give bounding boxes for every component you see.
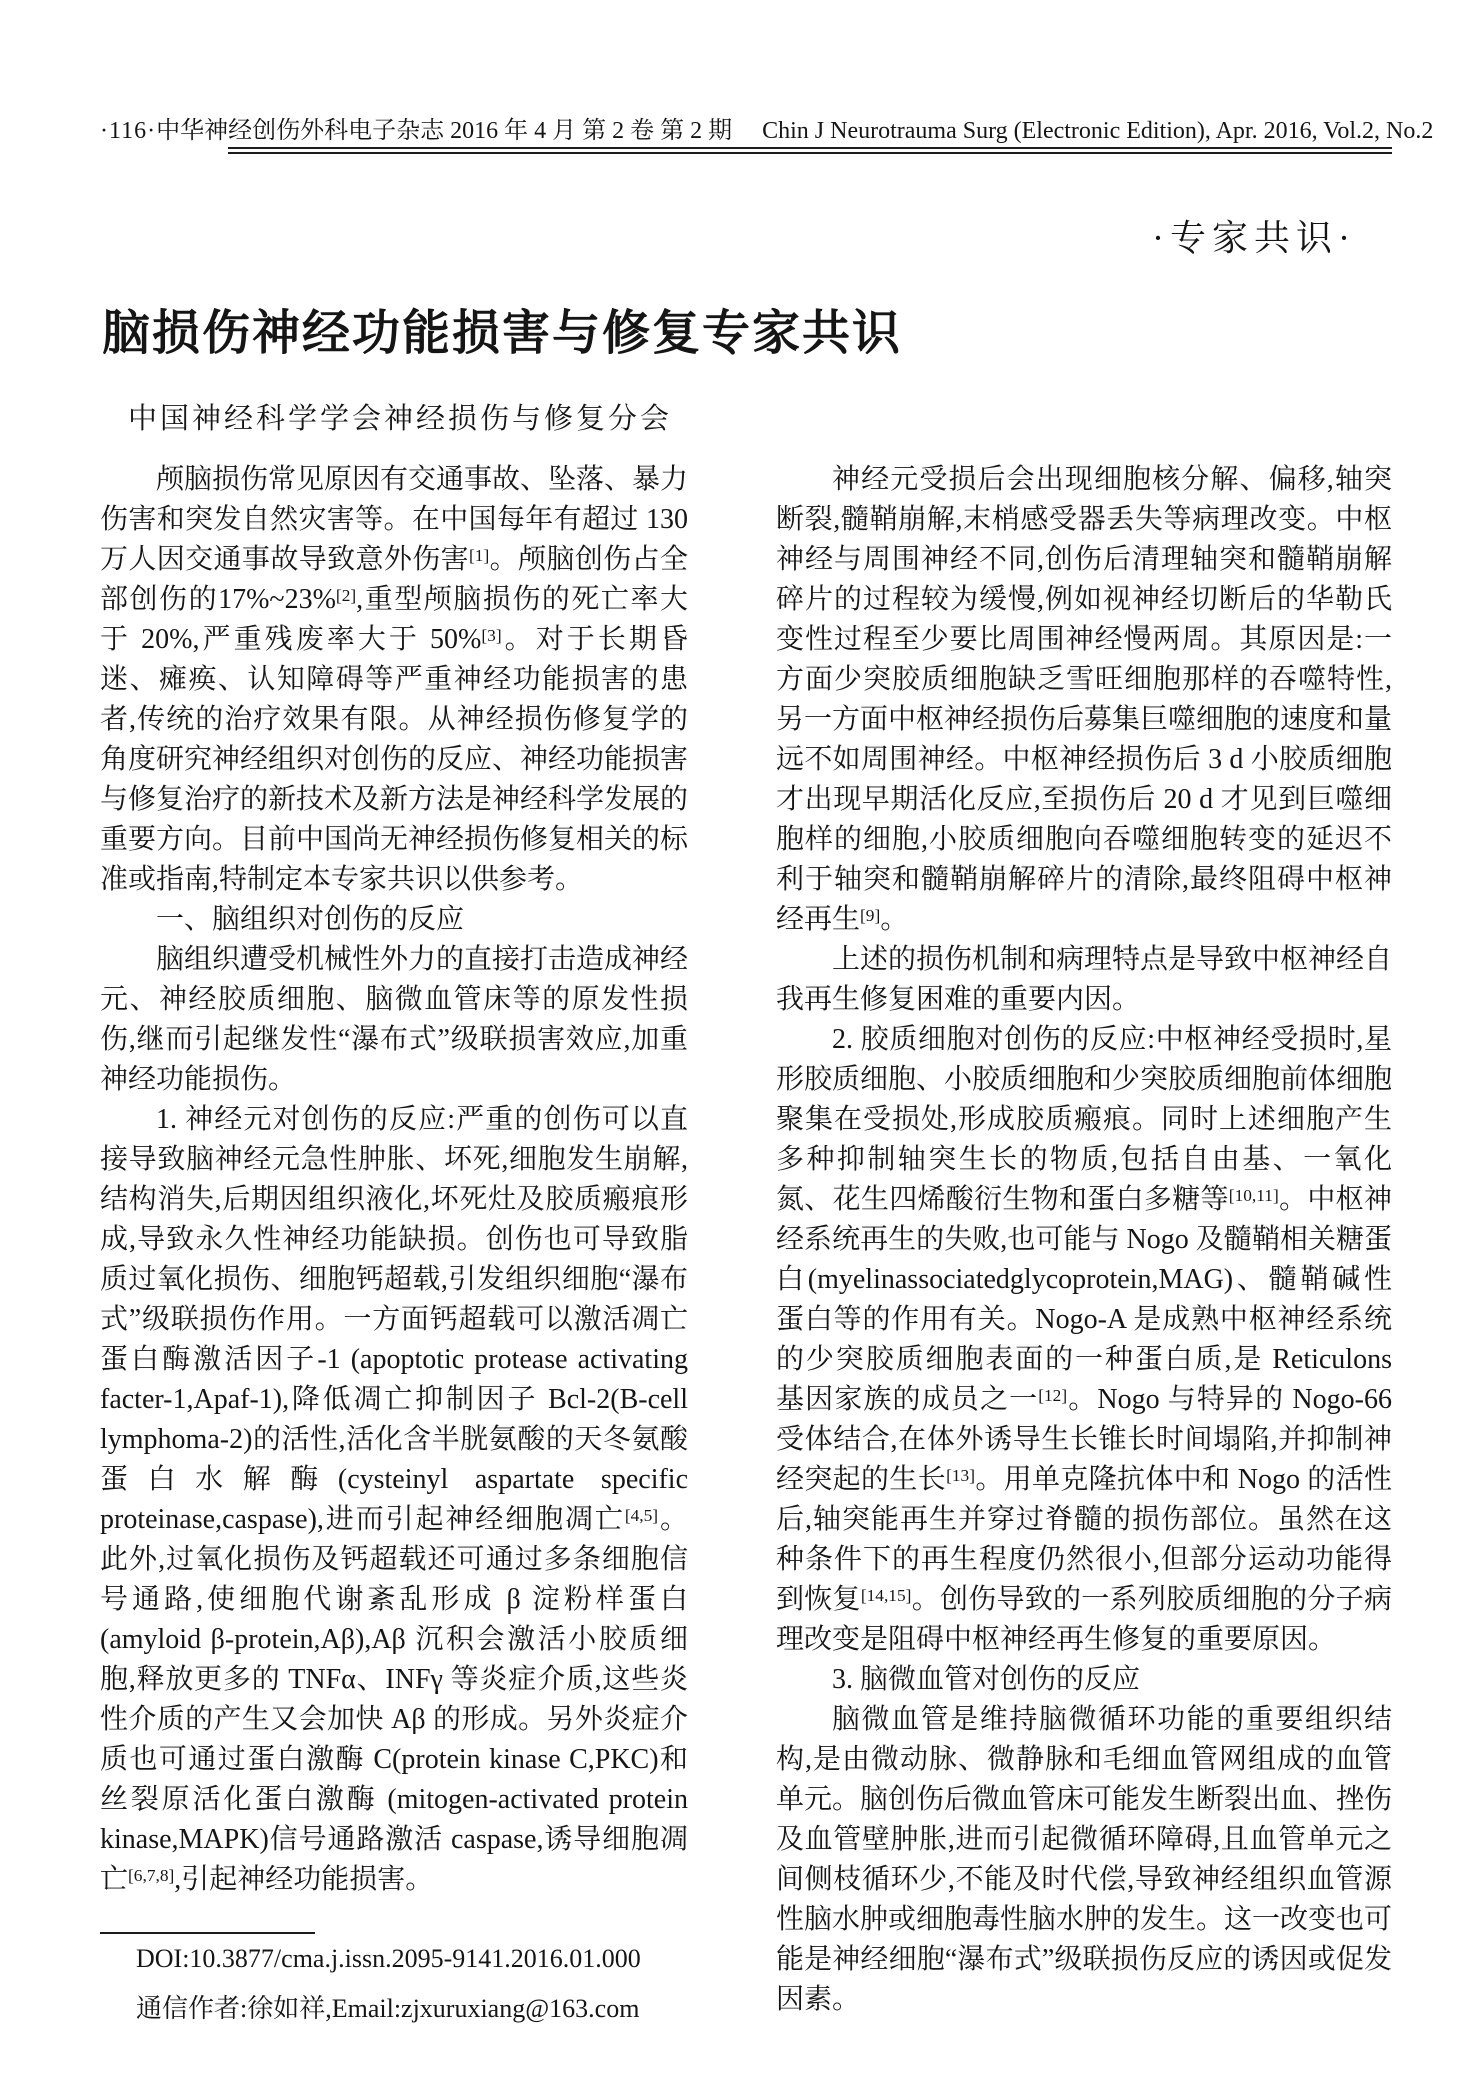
footnote [100,1932,688,2034]
right-column [776,460,1392,2034]
reference-marker: [14,15] [860,1586,912,1606]
doi-line: DOI:10.3877/cma.j.issn.2095-9141.2016.01.000 [136,1944,641,1973]
reference-marker: [12] [1038,1386,1068,1406]
reference-marker: [1] [469,546,490,566]
header-double-rule [228,147,1392,154]
section-heading: 一、脑组织对创伤的反应 [156,904,465,935]
body-paragraph: 脑组织遭受机械性外力的直接打击造成神经元、神经胶质细胞、脑微血管床等的原发性损伤,继而引起继发性“瀑布式”级联损害效应,加重神经功能损伤。 [100,944,689,1095]
reference-marker: [6,7,8] [128,1866,175,1886]
article-body [100,460,1392,2034]
body-paragraph: 1. 神经元对创伤的反应:严重的创伤可以直接导致脑神经元急性肿胀、坏死,细胞发生崩解,结构消失,后期因组织液化,坏死灶及胶质瘢痕形成,导致永久性神经功能缺损。创伤也可导致脂质过氧化损伤、细胞钙超载,引发组织细胞“瀑布式”级联损伤作用。一方面钙超载可以激活凋亡蛋白酶激活因子-1 (apoptotic protease activating facter-1,Apaf-1),降低凋亡抑制因子 Bcl-2(B-cell lymphoma-2)的活性,活化含半胱氨酸的天冬氨酸蛋白水解酶(cysteinyl aspartate specific proteinase,caspase),进而引起神经细胞凋亡[4,5]。此外,过氧化损伤及钙超载还可通过多条细胞信号通路,使细胞代谢紊乱形成 β 淀粉样蛋白 (amyloid β-protein,Aβ),Aβ 沉积会激活小胶质细胞,释放更多的 TNFα、INFγ 等炎症介质,这些炎性介质的产生又会加快 Aβ 的形成。另外炎症介质也可通过蛋白激酶 C(protein kinase C,PKC)和丝裂原活化蛋白激酶 (mitogen-activated protein kinase,MAPK)信号通路激活 caspase,诱导细胞凋亡[6,7,8],引起神经功能损害。 [100,1104,688,1895]
journal-title-en: Chin J Neurotrauma Surg (Electronic Edition), Apr. 2016, Vol.2, No.2 [762,118,1434,144]
reference-marker: [9] [860,906,881,926]
journal-title-cn: 中华神经创伤外科电子杂志 2016 年 4 月 第 2 卷 第 2 期 [156,118,733,144]
body-paragraph: 颅脑损伤常见原因有交通事故、坠落、暴力伤害和突发自然灾害等。在中国每年有超过 130 万人因交通事故导致意外伤害[1]。颅脑创伤占全部创伤的17%~23%[2],重型颅脑损伤的死亡率大于 20%,严重残废率大于 50%[3]。对于长期昏迷、瘫痪、认知障碍等严重神经功能损害的患者,传统的治疗效果有限。从神经损伤修复学的角度研究神经组织对创伤的反应、神经功能损害与修复治疗的新技术及新方法是神经科学发展的重要方向。目前中国尚无神经损伤修复相关的标准或指南,特制定本专家共识以供参考。 [100,464,689,895]
body-paragraph: 2. 胶质细胞对创伤的反应:中枢神经受损时,星形胶质细胞、小胶质细胞和少突胶质细胞前体细胞聚集在受损处,形成胶质瘢痕。同时上述细胞产生多种抑制轴突生长的物质,包括自由基、一氧化氮、花生四烯酸衍生物和蛋白多糖等[10,11]。中枢神经系统再生的失败,也可能与 Nogo 及髓鞘相关糖蛋白(myelinassociatedglycoprotein,MAG)、髓鞘碱性蛋白等的作用有关。Nogo-A 是成熟中枢神经系统的少突胶质细胞表面的一种蛋白质,是 Reticulons 基因家族的成员之一[12]。Nogo 与特异的 Nogo-66 受体结合,在体外诱导生长锥长时间塌陷,并抑制神经突起的生长[13]。用单克隆抗体中和 Nogo 的活性后,轴突能再生并穿过脊髓的损伤部位。虽然在这种条件下的再生程度仍然很小,但部分运动功能得到恢复[14,15]。创伤导致的一系列胶质细胞的分子病理改变是阻碍中枢神经再生修复的重要原因。 [776,1024,1393,1655]
reference-marker: [3] [481,626,502,646]
reference-marker: [4,5] [624,1506,659,1526]
reference-marker: [2] [335,586,357,606]
left-column-paragraphs [100,460,688,1900]
page-number: ·116· [100,118,157,144]
body-paragraph: 脑微血管是维持脑微循环功能的重要组织结构,是由微动脉、微静脉和毛细血管网组成的血管单元。脑创伤后微血管床可能发生断裂出血、挫伤及血管壁肿胀,进而引起微循环障碍,且血管单元之间侧枝循环少,不能及时代偿,导致神经组织血管源性脑水肿或细胞毒性脑水肿的发生。这一改变也可能是神经细胞“瀑布式”级联损伤反应的诱因或促发因素。 [776,1704,1393,2015]
reference-marker: [10,11] [1228,1186,1279,1206]
article-title: 脑损伤神经功能损害与修复专家共识 [102,307,903,360]
section-heading: 3. 脑微血管对创伤的反应 [832,1664,1141,1695]
body-paragraph: 神经元受损后会出现细胞核分解、偏移,轴突断裂,髓鞘崩解,末梢感受器丢失等病理改变。中枢神经与周围神经不同,创伤后清理轴突和髓鞘崩解碎片的过程较为缓慢,例如视神经切断后的华勒氏变性过程至少要比周围神经慢两周。其原因是:一方面少突胶质细胞缺乏雪旺细胞那样的吞噬特性,另一方面中枢神经损伤后募集巨噬细胞的速度和量远不如周围神经。中枢神经损伤后 3 d 小胶质细胞才出现早期活化反应,至损伤后 20 d 才见到巨噬细胞样的细胞,小胶质细胞向吞噬细胞转变的延迟不利于轴突和髓鞘崩解碎片的清除,最终阻碍中枢神经再生[9]。 [776,464,1393,935]
left-column [100,460,688,2034]
section-label: ·专家共识· [1152,218,1356,258]
reference-marker: [13] [946,1466,975,1486]
right-column-paragraphs [776,460,1392,2020]
article-author: 中国神经科学学会神经损伤与修复分会 [128,403,673,435]
correspondence-line: 通信作者:徐如祥,Email:zjxuruxiang@163.com [136,1994,640,2023]
running-head [100,110,1434,145]
body-paragraph: 上述的损伤机制和病理特点是导致中枢神经自我再生修复困难的重要内因。 [776,944,1393,1015]
